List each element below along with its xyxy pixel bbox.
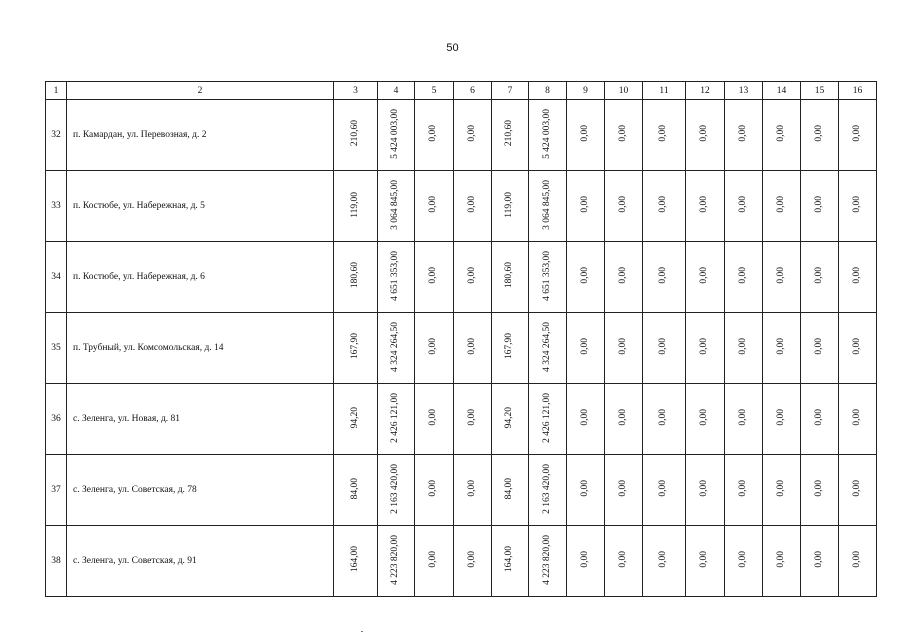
value-text: 0,00 xyxy=(737,338,748,355)
value-text: 0,00 xyxy=(813,551,824,568)
value-text: 0,00 xyxy=(737,125,748,142)
value-cell-col-13 xyxy=(725,313,763,384)
value-cell-col-8 xyxy=(529,313,567,384)
value-text: 0,00 xyxy=(699,480,710,497)
value-text: 2 163 420,00 xyxy=(541,463,552,514)
value-text: 0,00 xyxy=(775,267,786,284)
value-cell-col-15 xyxy=(801,313,839,384)
value-text: 0,00 xyxy=(851,267,862,284)
value-cell-col-6 xyxy=(454,100,492,171)
table-row xyxy=(46,100,877,171)
value-cell-col-4 xyxy=(378,100,415,171)
value-cell-col-16 xyxy=(839,313,877,384)
table-row xyxy=(46,384,877,455)
value-cell-col-8 xyxy=(529,242,567,313)
column-header-2: 2 xyxy=(67,82,334,100)
value-text: 180,60 xyxy=(349,262,360,289)
value-text: 0,00 xyxy=(658,338,669,355)
value-text: 0,00 xyxy=(737,196,748,213)
value-text: 0,00 xyxy=(617,338,628,355)
value-cell-col-3 xyxy=(334,242,378,313)
value-text: 0,00 xyxy=(579,125,590,142)
value-cell-col-8 xyxy=(529,384,567,455)
value-text: 210,60 xyxy=(504,120,515,147)
value-cell-col-7 xyxy=(492,384,529,455)
value-text: 0,00 xyxy=(699,551,710,568)
table-row xyxy=(46,242,877,313)
value-text: 3 064 845,00 xyxy=(390,179,401,230)
column-header-4: 4 xyxy=(378,82,415,100)
column-header-10: 10 xyxy=(605,82,643,100)
value-text: 4 223 820,00 xyxy=(390,534,401,585)
column-header-5: 5 xyxy=(415,82,454,100)
value-cell-col-3 xyxy=(334,171,378,242)
value-text: 0,00 xyxy=(737,480,748,497)
value-cell-col-4 xyxy=(378,526,415,597)
value-text: 0,00 xyxy=(851,480,862,497)
address-cell: с. Зеленга, ул. Новая, д. 81 xyxy=(67,384,334,455)
value-text: 0,00 xyxy=(851,338,862,355)
value-text: 0,00 xyxy=(851,551,862,568)
value-text: 5 424 003,00 xyxy=(541,108,552,159)
value-cell-col-12 xyxy=(686,171,725,242)
value-cell-col-14 xyxy=(763,242,801,313)
value-text: 0,00 xyxy=(428,125,439,142)
value-text: 4 324 264,50 xyxy=(390,321,401,372)
value-cell-col-7 xyxy=(492,313,529,384)
value-cell-col-10 xyxy=(605,242,643,313)
scan-mark xyxy=(361,631,363,632)
row-number: 35 xyxy=(46,313,67,384)
value-text: 0,00 xyxy=(658,125,669,142)
address-cell: с. Зеленга, ул. Советская, д. 91 xyxy=(67,526,334,597)
value-cell-col-10 xyxy=(605,384,643,455)
value-cell-col-13 xyxy=(725,100,763,171)
value-cell-col-16 xyxy=(839,100,877,171)
value-text: 0,00 xyxy=(658,480,669,497)
value-cell-col-9 xyxy=(567,313,605,384)
value-text: 0,00 xyxy=(617,267,628,284)
row-number: 33 xyxy=(46,171,67,242)
value-text: 180,60 xyxy=(504,262,515,289)
value-cell-col-15 xyxy=(801,100,839,171)
value-text: 0,00 xyxy=(428,409,439,426)
value-cell-col-15 xyxy=(801,384,839,455)
row-number: 38 xyxy=(46,526,67,597)
value-cell-col-14 xyxy=(763,313,801,384)
value-cell-col-10 xyxy=(605,455,643,526)
table-row xyxy=(46,171,877,242)
value-text: 0,00 xyxy=(579,409,590,426)
value-text: 0,00 xyxy=(658,196,669,213)
value-text: 0,00 xyxy=(658,267,669,284)
value-cell-col-14 xyxy=(763,100,801,171)
value-text: 0,00 xyxy=(813,409,824,426)
value-text: 119,00 xyxy=(504,191,515,218)
table-row xyxy=(46,455,877,526)
value-text: 0,00 xyxy=(775,196,786,213)
value-cell-col-9 xyxy=(567,242,605,313)
value-text: 0,00 xyxy=(466,196,477,213)
value-cell-col-12 xyxy=(686,100,725,171)
value-cell-col-16 xyxy=(839,455,877,526)
value-cell-col-4 xyxy=(378,384,415,455)
value-cell-col-6 xyxy=(454,313,492,384)
table-header xyxy=(46,82,877,100)
value-text: 0,00 xyxy=(579,267,590,284)
value-cell-col-8 xyxy=(529,526,567,597)
value-text: 0,00 xyxy=(579,196,590,213)
column-header-7: 7 xyxy=(492,82,529,100)
value-cell-col-11 xyxy=(643,242,686,313)
value-text: 0,00 xyxy=(466,409,477,426)
value-cell-col-7 xyxy=(492,100,529,171)
value-cell-col-16 xyxy=(839,242,877,313)
value-cell-col-14 xyxy=(763,455,801,526)
value-cell-col-16 xyxy=(839,384,877,455)
value-cell-col-13 xyxy=(725,242,763,313)
value-cell-col-6 xyxy=(454,455,492,526)
value-text: 5 424 003,00 xyxy=(390,108,401,159)
value-text: 0,00 xyxy=(737,409,748,426)
value-text: 0,00 xyxy=(617,409,628,426)
value-text: 0,00 xyxy=(699,409,710,426)
value-text: 94,20 xyxy=(349,406,360,429)
value-text: 210,60 xyxy=(349,120,360,147)
value-cell-col-3 xyxy=(334,384,378,455)
value-cell-col-11 xyxy=(643,384,686,455)
value-cell-col-3 xyxy=(334,455,378,526)
value-cell-col-7 xyxy=(492,242,529,313)
value-cell-col-13 xyxy=(725,455,763,526)
value-cell-col-5 xyxy=(415,171,454,242)
value-text: 0,00 xyxy=(617,480,628,497)
value-cell-col-15 xyxy=(801,526,839,597)
value-cell-col-10 xyxy=(605,171,643,242)
value-cell-col-10 xyxy=(605,526,643,597)
value-text: 4 651 353,00 xyxy=(390,250,401,301)
value-text: 0,00 xyxy=(775,551,786,568)
value-cell-col-3 xyxy=(334,100,378,171)
value-cell-col-11 xyxy=(643,455,686,526)
value-text: 2 426 121,00 xyxy=(541,392,552,443)
value-text: 0,00 xyxy=(428,267,439,284)
value-cell-col-9 xyxy=(567,384,605,455)
value-cell-col-9 xyxy=(567,171,605,242)
column-header-9: 9 xyxy=(567,82,605,100)
column-header-15: 15 xyxy=(801,82,839,100)
value-cell-col-6 xyxy=(454,384,492,455)
column-header-1: 1 xyxy=(46,82,67,100)
value-text: 0,00 xyxy=(428,480,439,497)
value-text: 0,00 xyxy=(851,196,862,213)
value-text: 164,00 xyxy=(504,546,515,573)
value-cell-col-9 xyxy=(567,455,605,526)
value-text: 0,00 xyxy=(658,409,669,426)
value-cell-col-11 xyxy=(643,526,686,597)
value-cell-col-16 xyxy=(839,171,877,242)
value-text: 0,00 xyxy=(775,125,786,142)
value-text: 0,00 xyxy=(851,125,862,142)
value-cell-col-12 xyxy=(686,384,725,455)
value-cell-col-3 xyxy=(334,526,378,597)
table-row xyxy=(46,313,877,384)
value-text: 0,00 xyxy=(466,480,477,497)
value-cell-col-11 xyxy=(643,171,686,242)
column-header-11: 11 xyxy=(643,82,686,100)
value-text: 0,00 xyxy=(428,338,439,355)
value-text: 0,00 xyxy=(466,338,477,355)
value-text: 0,00 xyxy=(579,551,590,568)
row-number: 32 xyxy=(46,100,67,171)
value-text: 167,90 xyxy=(349,333,360,360)
value-cell-col-4 xyxy=(378,313,415,384)
value-cell-col-6 xyxy=(454,526,492,597)
value-text: 3 064 845,00 xyxy=(541,179,552,230)
value-text: 84,00 xyxy=(504,477,515,500)
column-header-14: 14 xyxy=(763,82,801,100)
value-cell-col-4 xyxy=(378,171,415,242)
value-text: 0,00 xyxy=(617,125,628,142)
value-text: 0,00 xyxy=(775,338,786,355)
value-text: 0,00 xyxy=(699,267,710,284)
value-text: 167,90 xyxy=(504,333,515,360)
value-cell-col-4 xyxy=(378,455,415,526)
column-header-13: 13 xyxy=(725,82,763,100)
table-row xyxy=(46,526,877,597)
value-text: 94,20 xyxy=(504,406,515,429)
value-text: 84,00 xyxy=(349,477,360,500)
page-number: 50 xyxy=(446,42,459,54)
value-text: 0,00 xyxy=(466,551,477,568)
value-text: 0,00 xyxy=(658,551,669,568)
value-text: 164,00 xyxy=(349,546,360,573)
address-cell: п. Костюбе, ул. Набережная, д. 5 xyxy=(67,171,334,242)
value-cell-col-16 xyxy=(839,526,877,597)
column-header-12: 12 xyxy=(686,82,725,100)
value-cell-col-14 xyxy=(763,384,801,455)
column-header-8: 8 xyxy=(529,82,567,100)
value-text: 0,00 xyxy=(466,125,477,142)
value-cell-col-5 xyxy=(415,526,454,597)
value-text: 0,00 xyxy=(775,409,786,426)
value-cell-col-5 xyxy=(415,313,454,384)
value-cell-col-15 xyxy=(801,171,839,242)
value-cell-col-7 xyxy=(492,455,529,526)
value-text: 4 651 353,00 xyxy=(541,250,552,301)
data-table xyxy=(45,81,877,597)
address-cell: п. Трубный, ул. Комсомольская, д. 14 xyxy=(67,313,334,384)
value-text: 0,00 xyxy=(617,551,628,568)
value-text: 2 163 420,00 xyxy=(390,463,401,514)
value-cell-col-8 xyxy=(529,455,567,526)
value-cell-col-9 xyxy=(567,100,605,171)
value-cell-col-7 xyxy=(492,526,529,597)
value-text: 0,00 xyxy=(617,196,628,213)
column-header-16: 16 xyxy=(839,82,877,100)
value-text: 0,00 xyxy=(813,125,824,142)
value-cell-col-11 xyxy=(643,313,686,384)
value-text: 0,00 xyxy=(699,338,710,355)
column-header-6: 6 xyxy=(454,82,492,100)
value-cell-col-7 xyxy=(492,171,529,242)
value-text: 0,00 xyxy=(428,196,439,213)
value-text: 4 324 264,50 xyxy=(541,321,552,372)
column-header-3: 3 xyxy=(334,82,378,100)
value-cell-col-10 xyxy=(605,100,643,171)
value-cell-col-8 xyxy=(529,171,567,242)
value-cell-col-4 xyxy=(378,242,415,313)
value-text: 0,00 xyxy=(579,338,590,355)
value-cell-col-12 xyxy=(686,526,725,597)
value-text: 2 426 121,00 xyxy=(390,392,401,443)
value-cell-col-9 xyxy=(567,526,605,597)
value-cell-col-12 xyxy=(686,455,725,526)
row-number: 36 xyxy=(46,384,67,455)
row-number: 34 xyxy=(46,242,67,313)
value-text: 0,00 xyxy=(813,196,824,213)
value-cell-col-6 xyxy=(454,171,492,242)
value-text: 0,00 xyxy=(699,125,710,142)
value-text: 0,00 xyxy=(466,267,477,284)
value-text: 119,00 xyxy=(349,191,360,218)
value-text: 0,00 xyxy=(428,551,439,568)
value-cell-col-8 xyxy=(529,100,567,171)
value-cell-col-14 xyxy=(763,526,801,597)
value-text: 0,00 xyxy=(813,338,824,355)
value-cell-col-13 xyxy=(725,384,763,455)
table-body xyxy=(46,100,877,597)
row-number: 37 xyxy=(46,455,67,526)
value-cell-col-11 xyxy=(643,100,686,171)
value-cell-col-13 xyxy=(725,526,763,597)
value-text: 0,00 xyxy=(775,480,786,497)
value-text: 0,00 xyxy=(737,267,748,284)
address-cell: п. Камардан, ул. Перевозная, д. 2 xyxy=(67,100,334,171)
value-cell-col-5 xyxy=(415,100,454,171)
value-cell-col-6 xyxy=(454,242,492,313)
value-cell-col-3 xyxy=(334,313,378,384)
value-cell-col-10 xyxy=(605,313,643,384)
value-cell-col-14 xyxy=(763,171,801,242)
value-text: 0,00 xyxy=(579,480,590,497)
address-cell: п. Костюбе, ул. Набережная, д. 6 xyxy=(67,242,334,313)
value-cell-col-12 xyxy=(686,242,725,313)
header-row xyxy=(46,82,877,100)
value-text: 0,00 xyxy=(699,196,710,213)
value-cell-col-5 xyxy=(415,384,454,455)
value-cell-col-5 xyxy=(415,455,454,526)
value-cell-col-15 xyxy=(801,242,839,313)
value-text: 4 223 820,00 xyxy=(541,534,552,585)
value-text: 0,00 xyxy=(813,267,824,284)
value-text: 0,00 xyxy=(851,409,862,426)
value-cell-col-13 xyxy=(725,171,763,242)
value-text: 0,00 xyxy=(737,551,748,568)
value-text: 0,00 xyxy=(813,480,824,497)
value-cell-col-15 xyxy=(801,455,839,526)
value-cell-col-12 xyxy=(686,313,725,384)
value-cell-col-5 xyxy=(415,242,454,313)
address-cell: с. Зеленга, ул. Советская, д. 78 xyxy=(67,455,334,526)
